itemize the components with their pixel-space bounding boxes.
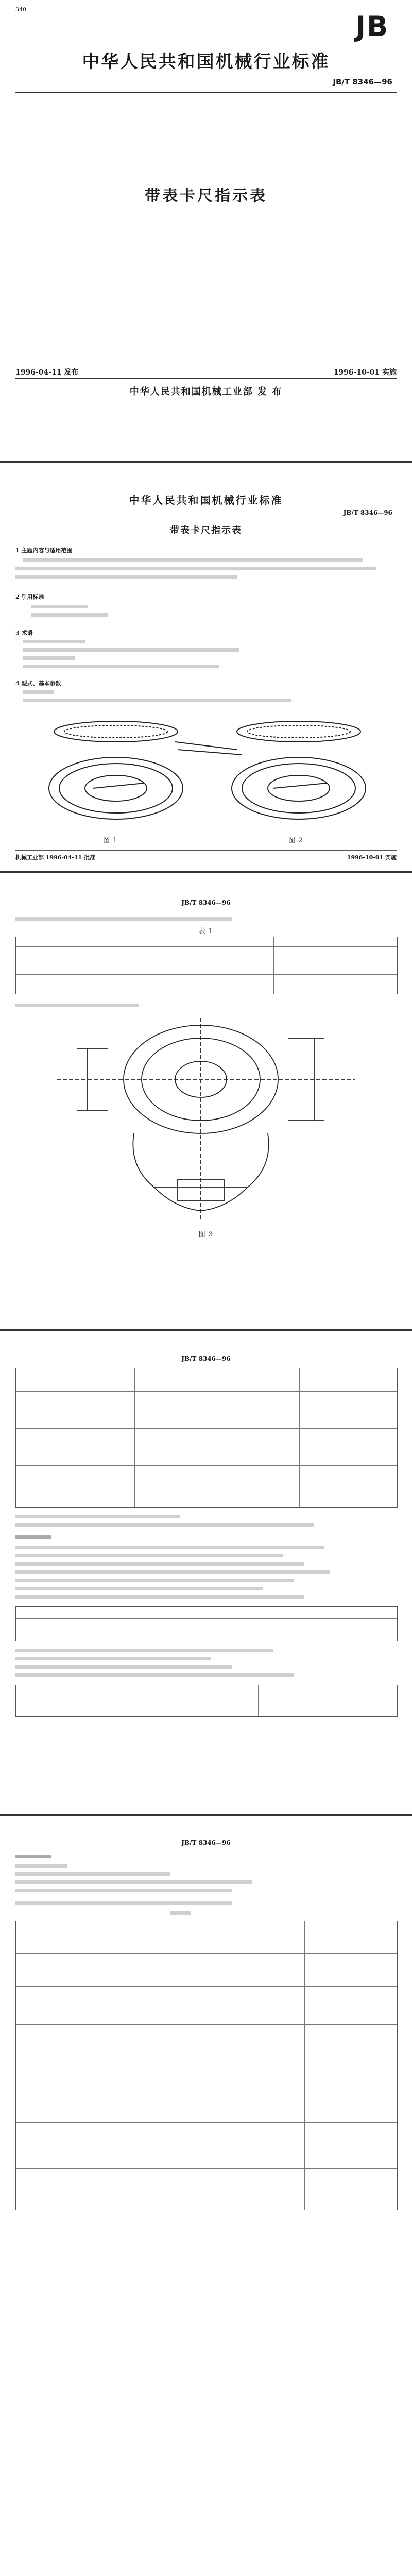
running-header: JB/T 8346—96 [181,1839,231,1846]
text-line [31,613,108,617]
accuracy-table [15,1606,398,1641]
text-line [15,1554,283,1557]
page-separator [0,1814,412,1816]
section-heading-1: 1 主题内容与适用范围 [15,547,73,554]
text-line [15,1004,139,1007]
text-line [15,1872,170,1876]
text-line [15,1673,294,1677]
footer-rule [15,850,397,851]
running-header: JB/T 8346—96 [181,899,231,906]
text-line [15,917,232,921]
text-line [15,1880,252,1884]
text-line [170,1911,191,1915]
text-line [23,699,291,702]
implement-date: 1996-10-01 实施 [333,368,397,377]
publish-date: 1996-04-11 发布 [15,368,79,377]
section-heading-4: 4 型式、基本参数 [15,680,61,687]
text-line [15,1665,232,1669]
figure-1-2-dial-gauges [31,711,386,829]
page-number: 340 [15,6,26,13]
text-line [23,648,239,652]
text-line [23,690,54,694]
text-line [15,1570,330,1574]
text-line [15,1562,304,1566]
text-line [15,1546,324,1549]
text-line [15,1523,314,1527]
text-line [15,575,237,579]
figure-3-caption: 图 3 [198,1231,214,1239]
text-line [23,558,363,562]
approval-date: 机械工业部 1996-04-11 批准 [15,854,96,861]
standard-number: JB/T 8346—96 [343,509,392,516]
header-rule [15,92,397,93]
text-line [15,1649,273,1652]
figure-2-caption: 图 2 [288,837,303,844]
text-line [23,665,219,668]
text-line [15,1864,67,1868]
text-line [15,1595,304,1599]
section-heading-2: 2 引用标准 [15,594,44,600]
inspection-table [15,1921,398,2210]
standard-number: JB/T 8346—96 [333,77,392,87]
figure-1-caption: 图 1 [103,837,118,844]
issuer-line: 中华人民共和国机械工业部 发 布 [129,386,283,397]
running-header: JB/T 8346—96 [181,1355,231,1362]
text-line [15,1657,211,1660]
text-line [23,640,85,643]
text-line [15,1889,232,1892]
section-heading-3: 3 术语 [15,630,33,636]
document-title: 带表卡尺指示表 [145,187,267,205]
section-heading [15,1535,52,1539]
text-line [15,567,376,570]
page-separator [0,1329,412,1331]
tolerance-table [15,1368,398,1508]
text-line [15,1587,263,1590]
text-line [15,1579,294,1582]
document-title: 带表卡尺指示表 [170,525,242,536]
page-separator [0,871,412,873]
table-caption: 表 1 [198,927,214,935]
text-line [15,1515,180,1518]
section-heading [15,1855,52,1858]
organization-title: 中华人民共和国机械行业标准 [82,52,330,72]
organization-title: 中华人民共和国机械行业标准 [129,494,283,506]
implement-date: 1996-10-01 实施 [347,854,397,861]
text-line [23,656,75,660]
standard-code-logo: JB [355,10,389,43]
figure-3-dial-structure [46,1018,366,1224]
page-separator [0,461,412,463]
parameter-table [15,937,398,994]
force-table [15,1685,398,1717]
text-line [31,605,88,608]
date-rule [15,378,397,379]
text-line [15,1901,232,1905]
